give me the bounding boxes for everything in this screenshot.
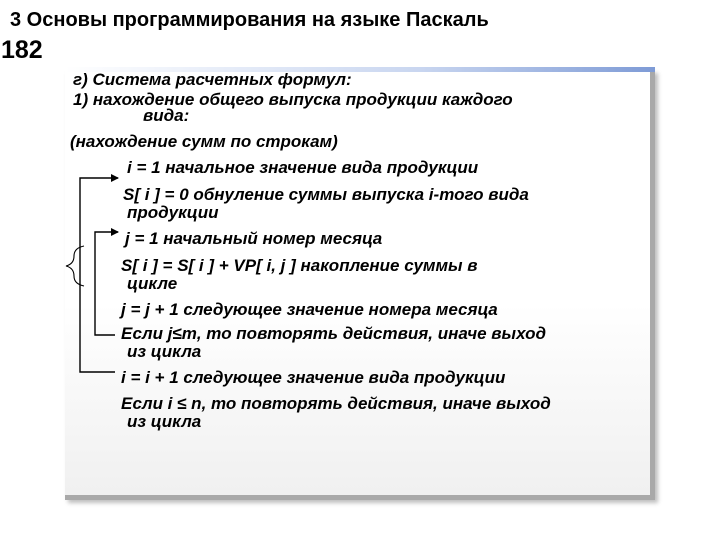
item-1-text-continued: вида: [143,106,190,125]
condition-j-loop: Если j≤m, то повторять действия, иначе выход [121,324,546,343]
item-1-text: 1) нахождение общего выпуска продукции каждого [73,90,513,109]
formula-accumulate: S[ i ] = S[ i ] + VP[ i, j ] накопление суммы в [121,256,478,275]
formula-system-heading: г) Система расчетных формул: [73,70,352,89]
formula-j-increment: j = j + 1 следующее значение номера месяца [121,300,498,319]
inner-loop-arrow [95,232,118,335]
formula-i-increment: i = i + 1 следующее значение вида продукции [121,368,506,387]
condition-j-loop-continued: из цикла [127,342,202,361]
formula-s-reset: S[ i ] = 0 обнуление суммы выпуска i-того вида [123,185,529,204]
curly-brace [66,246,84,286]
row-sum-note: (нахождение сумм по строкам) [70,132,338,151]
outer-loop-arrow [80,178,118,372]
condition-i-loop: Если i ≤ n, то повторять действия, иначе выход [121,394,551,413]
formula-i-init: i = 1 начальное значение вида продукции [127,158,479,177]
formula-j-init: j = 1 начальный номер месяца [125,229,383,248]
formula-accumulate-continued: цикле [127,274,178,293]
formula-s-reset-continued: продукции [127,203,219,222]
slide-number: 182 [1,36,43,64]
condition-i-loop-continued: из цикла [127,412,202,431]
slide-title: 3 Основы программирования на языке Паскаль [10,9,489,31]
